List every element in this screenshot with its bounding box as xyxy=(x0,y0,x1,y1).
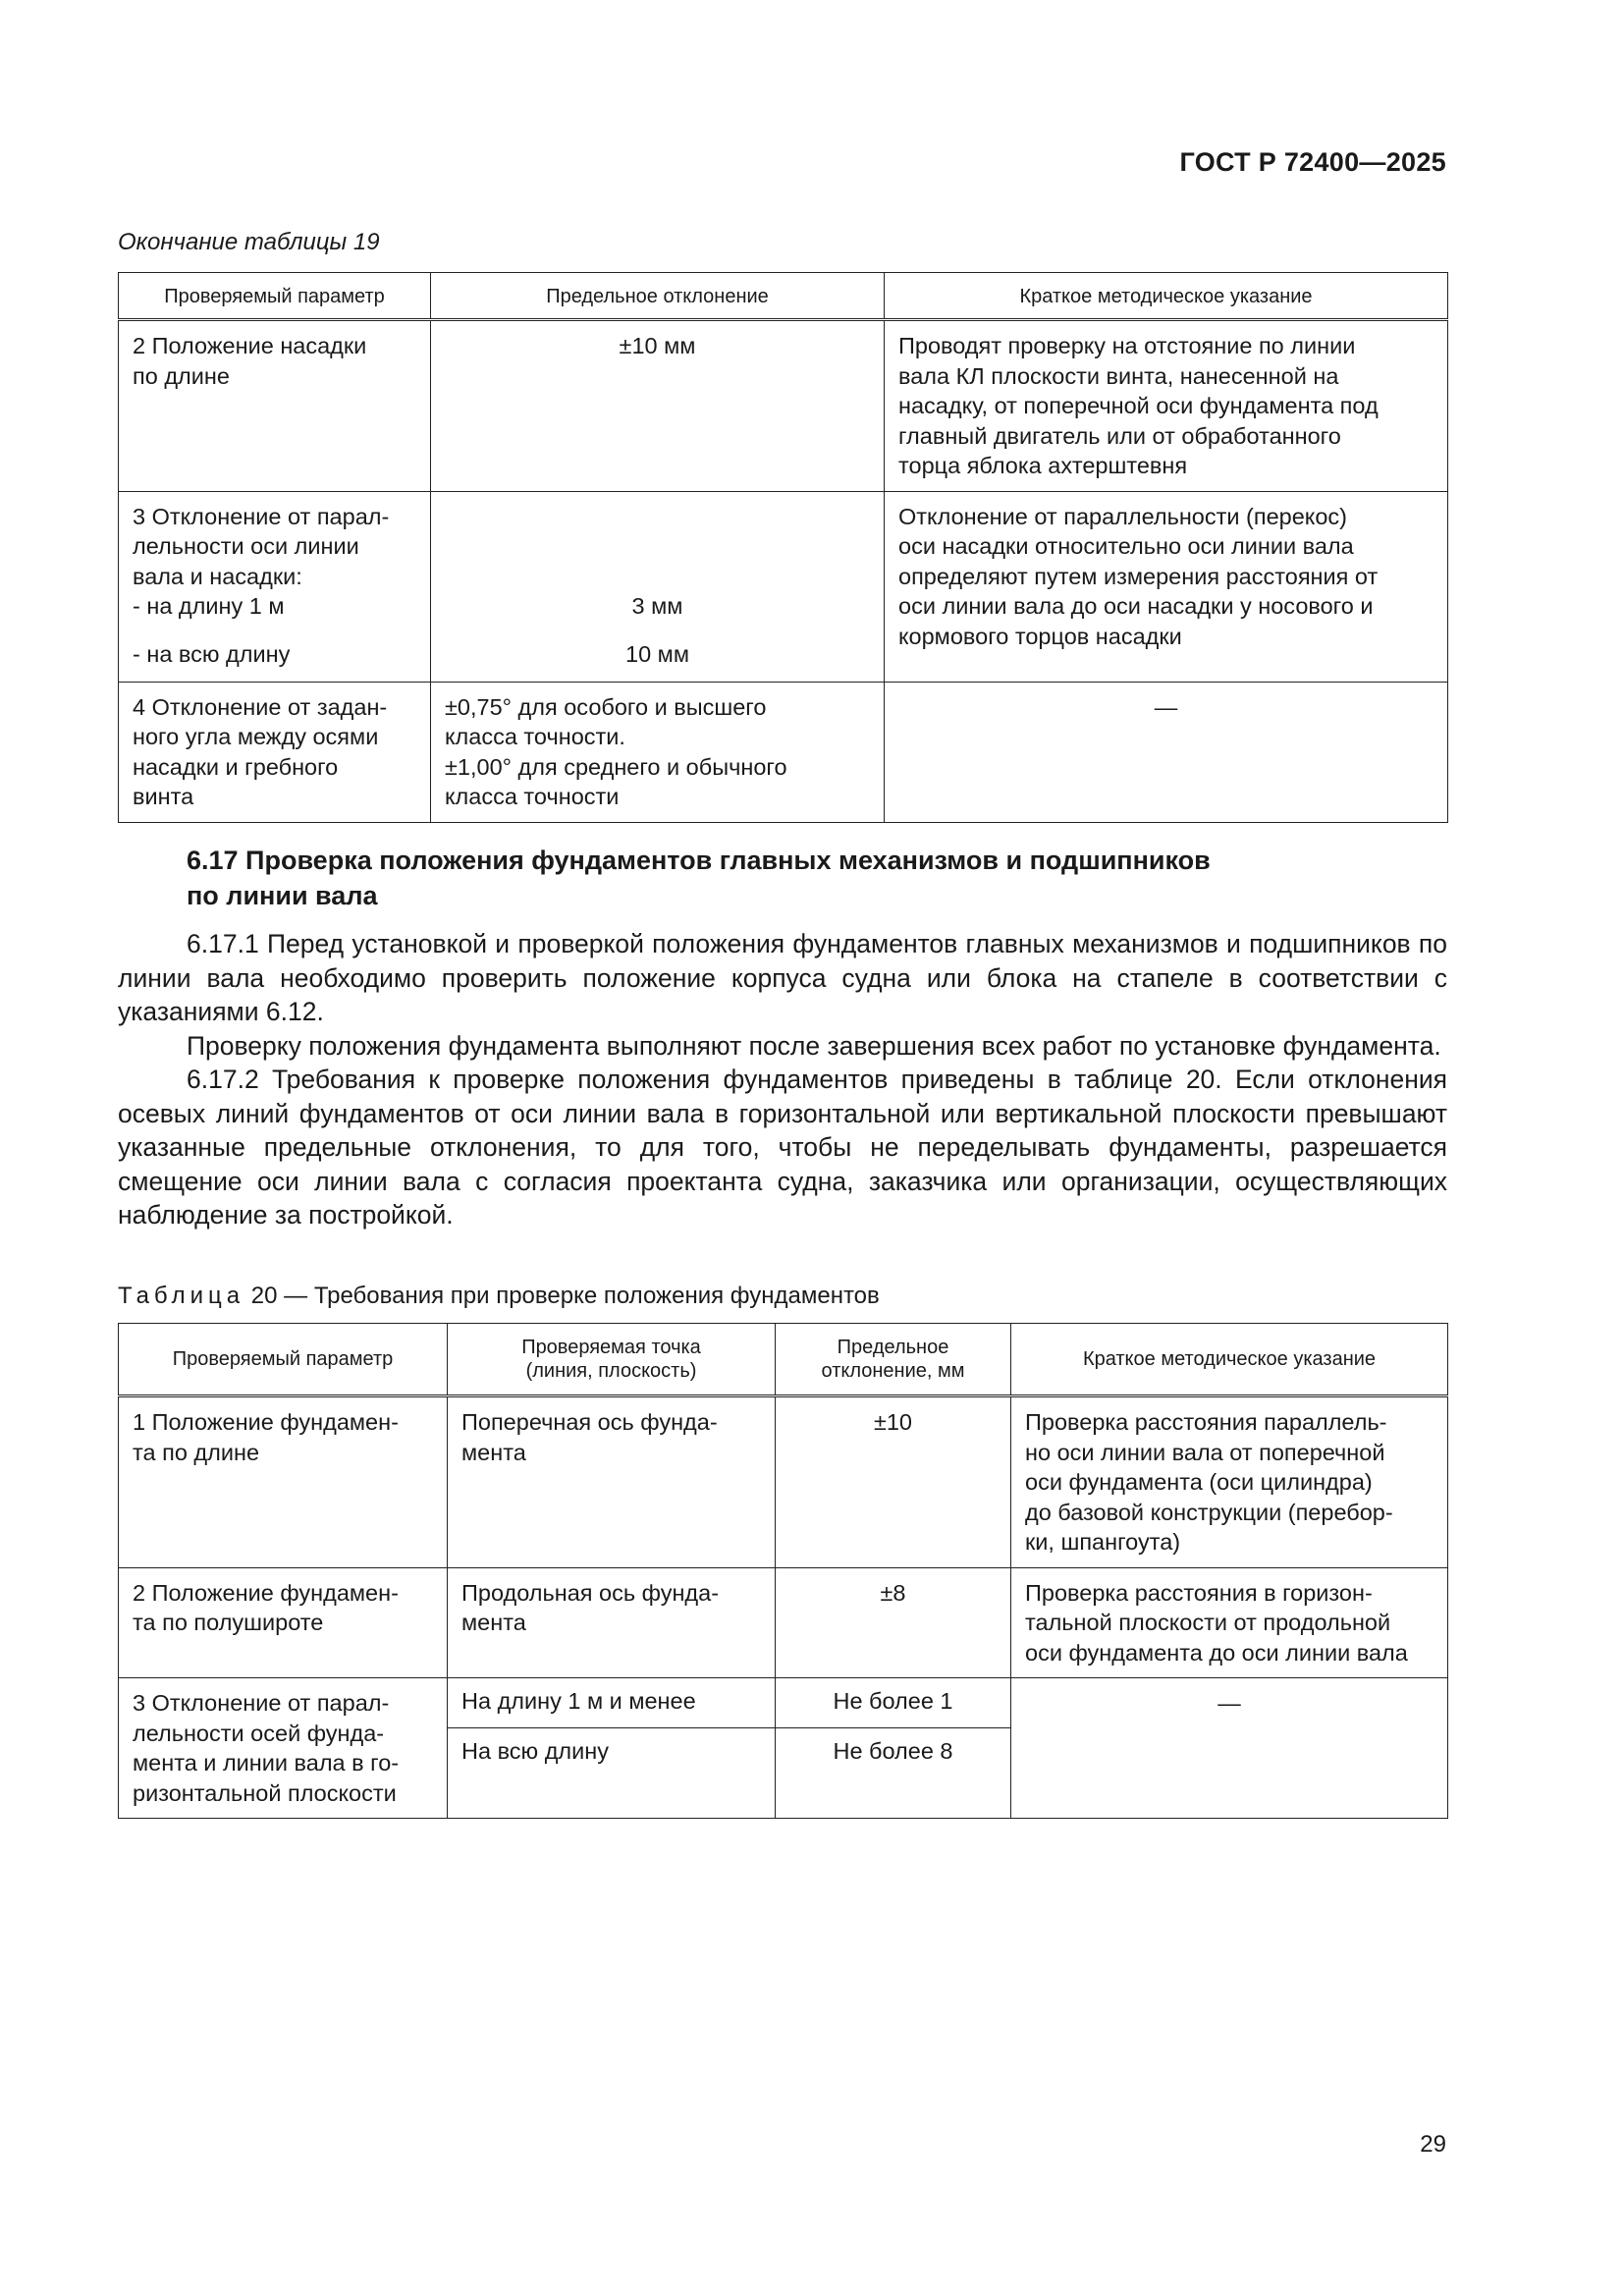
table-header-row xyxy=(119,273,1448,320)
column-header xyxy=(1011,1324,1448,1396)
column-header: Предельное отклонение xyxy=(431,273,885,320)
cell-line: - на всю длину xyxy=(133,640,291,667)
cell-line: до базовой конструкции (перебор- xyxy=(1025,1499,1393,1525)
table-row xyxy=(119,682,1448,822)
cell-line: 2 Положение фундамен- xyxy=(133,1579,399,1606)
cell-line: 10 мм xyxy=(625,640,689,667)
note-cell xyxy=(1011,1567,1448,1678)
table-row xyxy=(119,1567,1448,1678)
table-header-row xyxy=(119,1324,1448,1396)
subrow-cell: На длину 1 м и менее xyxy=(448,1678,775,1728)
header-line: Предельное xyxy=(837,1337,949,1358)
note-cell xyxy=(885,491,1448,682)
section-body xyxy=(118,927,1447,1232)
header-line: Краткое методическое указание xyxy=(1082,1348,1377,1370)
cell-line: класса точности. xyxy=(445,724,625,749)
table-19-caption: Окончание таблицы 19 xyxy=(118,229,380,255)
column-header xyxy=(448,1324,776,1396)
limit-cell xyxy=(431,320,885,492)
limit-cell xyxy=(776,1678,1011,1819)
point-cell xyxy=(448,1678,776,1819)
column-header: Проверяемый параметр xyxy=(119,273,431,320)
cell-line: класса точности xyxy=(445,784,620,809)
limit-cell: ±10 xyxy=(776,1396,1011,1568)
parameter-cell xyxy=(119,1678,448,1819)
cell-line: та по полушироте xyxy=(133,1610,324,1635)
column-header xyxy=(119,1324,448,1396)
cell-line: оси насадки относительно оси линии вала xyxy=(898,533,1354,559)
table-row xyxy=(119,320,1448,492)
cell-line: оси линии вала до оси насадки у носового и xyxy=(898,593,1374,619)
cell-line: ±10 мм xyxy=(619,333,696,358)
limit-cell: ±8 xyxy=(776,1567,1011,1678)
point-cell xyxy=(448,1567,776,1678)
cell-line: вала и насадки: xyxy=(133,563,302,589)
cell-line: оси фундамента до оси линии вала xyxy=(1025,1639,1408,1666)
subrow-cell: Не более 8 xyxy=(833,1738,953,1764)
parameter-cell xyxy=(119,1396,448,1568)
cell-line: Отклонение от параллельности (перекос) xyxy=(898,503,1347,529)
cell-line: главный двигатель или от обработанного xyxy=(898,422,1341,449)
table-row xyxy=(119,1396,1448,1568)
cell-line: вала КЛ плоскости винта, нанесенной на xyxy=(898,362,1339,389)
cell-line: ного угла между осями xyxy=(133,724,379,749)
cell-line: Продольная ось фунда- xyxy=(461,1579,720,1606)
header-line: Проверяемая точка xyxy=(521,1337,701,1358)
parameter-cell xyxy=(119,491,431,682)
cell-line: 1 Положение фундамен- xyxy=(133,1409,399,1435)
header-line: Проверяемый параметр xyxy=(172,1348,394,1370)
section-title-line: 6.17 Проверка положения фундаментов главных механизмов и подшипников xyxy=(187,846,1211,875)
cell-line: 3 мм xyxy=(631,593,683,619)
cell-line: но оси линии вала от поперечной xyxy=(1025,1439,1385,1465)
cell-line: 4 Отклонение от задан- xyxy=(133,693,388,720)
header-line: (линия, плоскость) xyxy=(525,1360,697,1382)
table-row xyxy=(119,1678,1448,1819)
spacer xyxy=(445,622,870,639)
column-header: Краткое методическое указание xyxy=(885,273,1448,320)
cell-line: лельности осей фунда- xyxy=(133,1720,385,1746)
cell-line: насадки и гребного xyxy=(133,753,339,780)
cell-line: — xyxy=(1154,693,1178,720)
cell-line: 3 Отклонение от парал- xyxy=(133,503,390,529)
cell-line: ки, шпангоута) xyxy=(1025,1529,1181,1555)
cell-line: 2 Положение насадки xyxy=(133,333,367,358)
cell-line: ±1,00° для среднего и обычного xyxy=(445,753,787,780)
limit-cell xyxy=(431,682,885,822)
table-label: Таблица xyxy=(118,1283,245,1309)
cell-line: тальной плоскости от продольной xyxy=(1025,1610,1391,1635)
spacer xyxy=(133,622,416,639)
cell-line: мента и линии вала в го- xyxy=(133,1750,400,1776)
cell-line: та по длине xyxy=(133,1439,260,1465)
section-title-line: по линии вала xyxy=(187,881,378,910)
table-20 xyxy=(118,1323,1448,1819)
cell-line: мента xyxy=(461,1439,526,1465)
subrow-cell: Не более 1 xyxy=(776,1678,1010,1728)
limit-cell xyxy=(431,491,885,682)
table-20-caption xyxy=(118,1283,880,1310)
cell-line: 3 Отклонение от парал- xyxy=(133,1690,390,1716)
spacer xyxy=(445,531,870,562)
note-cell xyxy=(885,320,1448,492)
cell-line: ризонтальной плоскости xyxy=(133,1779,397,1806)
section-title xyxy=(187,843,1365,913)
cell-line: насадку, от поперечной оси фундамента под xyxy=(898,393,1379,418)
cell-line: Проверка расстояния в горизон- xyxy=(1025,1579,1373,1606)
subrow-cell: На всю длину xyxy=(461,1738,609,1764)
table-19 xyxy=(118,272,1448,823)
paragraph: Проверку положения фундамента выполняют после завершения всех работ по установке фундамента. xyxy=(187,1030,1441,1061)
standard-header: ГОСТ Р 72400—2025 xyxy=(1179,147,1446,177)
cell-line: — xyxy=(1217,1690,1241,1716)
parameter-cell xyxy=(119,320,431,492)
cell-line: Проводят проверку на отстояние по линии xyxy=(898,333,1356,358)
table-title: 20 — Требования при проверке положения фундаментов xyxy=(250,1283,880,1309)
cell-line: Проверка расстояния параллель- xyxy=(1025,1409,1387,1435)
spacer xyxy=(445,502,870,532)
cell-line: мента xyxy=(461,1610,526,1635)
header-line: отклонение, мм xyxy=(821,1360,965,1382)
cell-line: по длине xyxy=(133,362,230,389)
parameter-cell xyxy=(119,1567,448,1678)
cell-line: Поперечная ось фунда- xyxy=(461,1409,718,1435)
note-cell xyxy=(1011,1396,1448,1568)
spacer xyxy=(445,562,870,592)
note-cell xyxy=(885,682,1448,822)
page-number: 29 xyxy=(1420,2131,1446,2158)
cell-line: торца яблока ахтерштевня xyxy=(898,453,1188,478)
cell-line: кормового торцов насадки xyxy=(898,623,1182,649)
note-cell xyxy=(1011,1678,1448,1819)
cell-line: оси фундамента (оси цилиндра) xyxy=(1025,1469,1373,1495)
cell-line: винта xyxy=(133,784,194,809)
cell-line: ±0,75° для особого и высшего xyxy=(445,693,767,720)
cell-line: - на длину 1 м xyxy=(133,593,285,619)
table-row xyxy=(119,491,1448,682)
parameter-cell xyxy=(119,682,431,822)
paragraph: 6.17.2 Требования к проверке положения фундаментов приведены в таблице 20. Если отклонения осевых линий фундаментов от оси линии вала в горизонтальной или вертикальной плоскости превышают указанные предельные отклонения, то для того, чтобы не переделывать фундаменты, разрешается смещение оси линии вала с согласия проектанта судна, заказчика или организации, осуществляющих наблюдение за постройкой. xyxy=(118,1065,1447,1230)
cell-line: лельности оси линии xyxy=(133,533,359,559)
cell-line: определяют путем измерения расстояния от xyxy=(898,563,1379,589)
paragraph: 6.17.1 Перед установкой и проверкой положения фундаментов главных механизмов и подшипников по линии вала необходимо проверить положение корпуса судна или блока на стапеле в соответствии с указаниями 6.12. xyxy=(118,929,1447,1026)
column-header xyxy=(776,1324,1011,1396)
point-cell xyxy=(448,1396,776,1568)
